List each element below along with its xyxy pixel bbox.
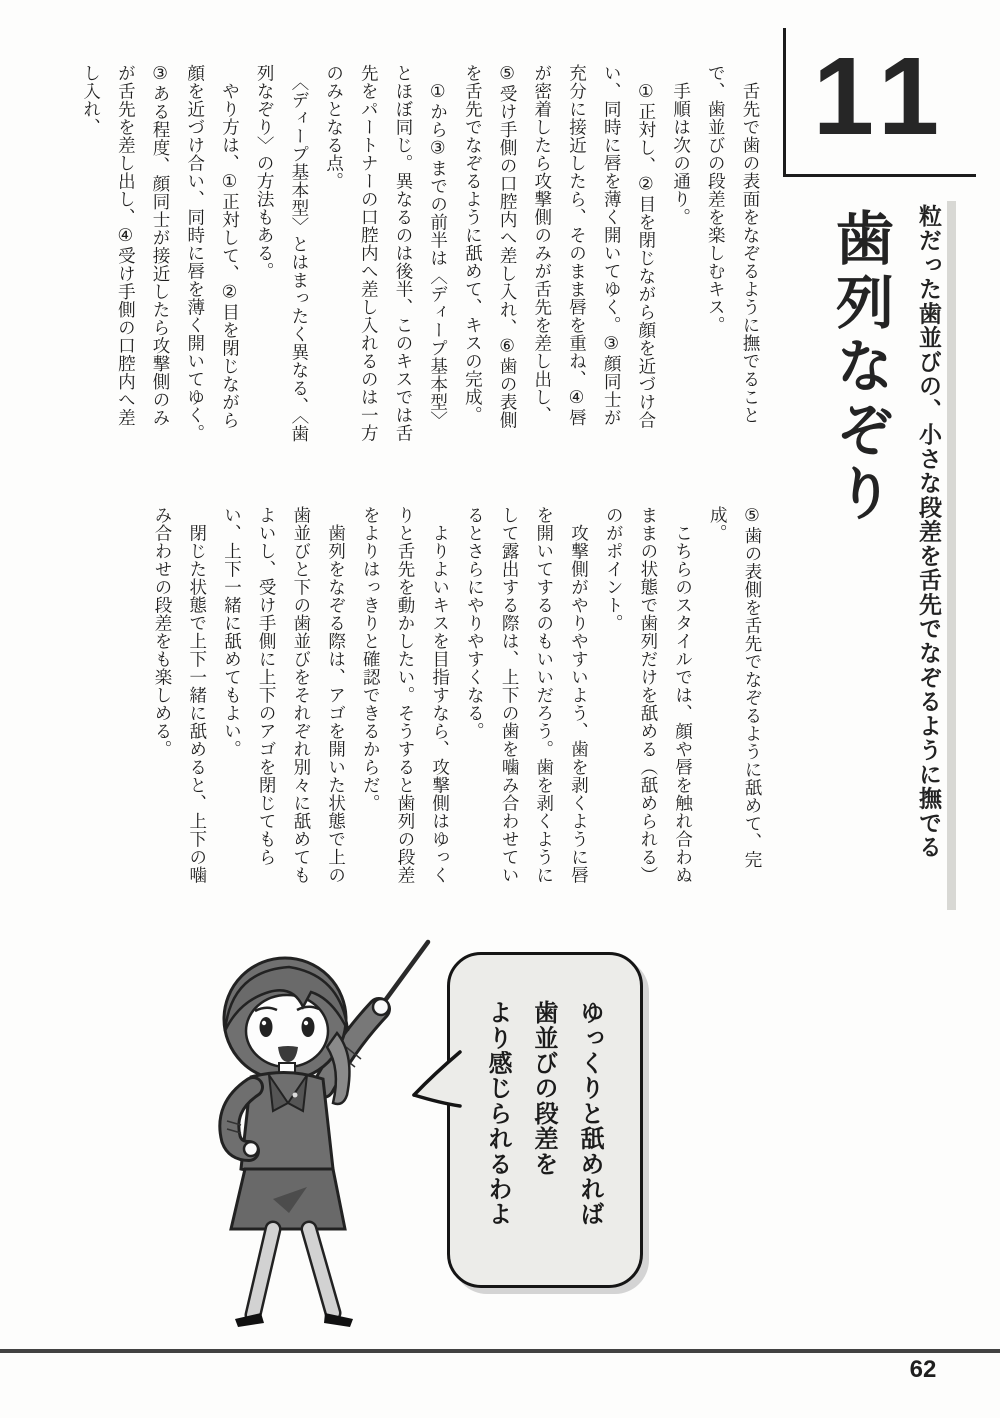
body-paragraph: やり方は、①正対して、②目を閉じながら顔を近づけ合い、同時に唇を薄く開いてゆく。③ある程度、顔同士が接近したら攻撃側のみが舌先を差し出し、④受け手側の口腔内へ差し入れ、 <box>81 64 241 442</box>
body-paragraph: 閉じた状態で上下一緒に舐めると、上下の噛み合わせの段差をも楽しめる。 <box>153 506 208 884</box>
body-paragraph: ⑤歯の表側を舌先でなぞるように舐めて、完成。 <box>708 506 763 869</box>
bubble-line: ゆっくりと舐めれば <box>576 1000 603 1227</box>
body-text-bottom <box>145 506 770 886</box>
body-paragraph: 手順は次の通り。 <box>671 64 692 226</box>
chapter-number-box <box>783 28 976 177</box>
body-paragraph: ①から③までの前半は〈ディープ基本型〉とほぼ同じ。異なるのは後半、このキスでは舌先をパートナーの口腔内へ差し入れるのは一方のみとなる点。 <box>324 64 449 442</box>
page-number: 62 <box>909 1356 937 1383</box>
speech-bubble-text <box>474 1000 612 1252</box>
bubble-line: より感じられるわよ <box>484 1000 511 1227</box>
body-paragraph: 攻撃側がやりやすいよう、歯を剥くように唇を開いてするのもいいだろう。歯を剥くようにして露出する際は、上下の歯を噛み合わせているとさらにやりやすくなる。 <box>465 506 590 884</box>
page-subtitle: 粒だった歯並びの、小さな段差を舌先でなぞるように撫でる <box>916 204 942 860</box>
footer-rule <box>0 1349 1000 1353</box>
body-paragraph: 舌先で歯の表面をなぞるように撫でることで、歯並びの段差を楽しむキス。 <box>706 64 761 424</box>
body-paragraph: よりよいキスを目指すなら、攻撃側はゆっくりと舌先を動かしたい。そうすると歯列の段差をよりはっきりと確認できるからだ。 <box>361 506 451 884</box>
body-paragraph: ①正対し、②目を閉じながら顔を近づけ合い、同時に唇を薄く開いてゆく。③顔同士が充分に接近したら、そのまま唇を重ね、④唇が密着したら攻撃側のみが舌先を差し出し、⑤受け手側の口腔内へ差し入れ、⑥歯の表側を舌先でなぞるように舐めて、キスの完成。 <box>463 64 657 429</box>
bubble-line: 歯並びの段差を <box>530 1000 557 1177</box>
body-paragraph: こちらのスタイルでは、顔や唇を触れ合わぬままの状態で歯列だけを舐める（舐められる）のがポイント。 <box>604 506 694 884</box>
page-title: 歯列なぞり <box>827 208 892 527</box>
body-paragraph: 歯列をなぞる際は、アゴを開いた状態で上の歯並びと下の歯並びをそれぞれ別々に舐めてもよいし、受け手側に上下のアゴを閉じてもらい、上下一緒に舐めてもよい。 <box>222 506 347 884</box>
chapter-number: 11 <box>812 35 950 158</box>
speech-bubble-tail <box>402 1042 468 1118</box>
body-paragraph: 〈ディープ基本型〉とはまったく異なる、〈歯列なぞり〉の方法もある。 <box>255 64 310 443</box>
subtitle-accent-bar <box>947 201 956 910</box>
presenter-illustration <box>175 935 455 1335</box>
body-text-top <box>74 64 768 444</box>
